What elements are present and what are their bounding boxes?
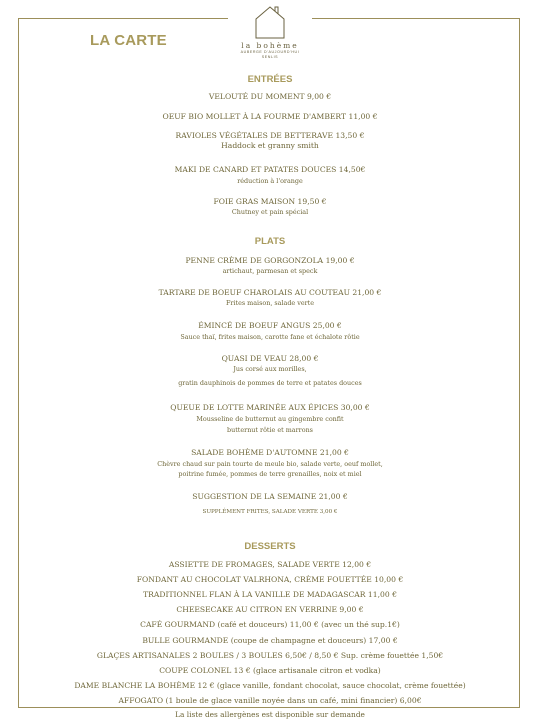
- section-title-desserts: DESSERTS: [244, 541, 296, 552]
- menu-item-description: Frites maison, salade verte: [225, 299, 315, 307]
- menu-item-supplement: SUPPLÉMENT FRITES, SALADE VERTE 3,00 €: [202, 509, 338, 515]
- allergens-note: La liste des allergènes est disponible sur demande: [0, 710, 540, 720]
- menu-item: GLAÇES ARTISANALES 2 BOULES / 3 BOULES 6,50€ / 8,50 € Sup. crème fouettée 1,50€: [96, 651, 444, 660]
- menu-item: FONDANT AU CHOCOLAT VALRHONA, CRÈME FOUETTÉE 10,00 €: [136, 575, 404, 584]
- menu-item: DAME BLANCHE LA BOHÈME 12 € (glace vanille, fondant chocolat, sauce chocolat, crème fouettée): [74, 681, 466, 690]
- menu-item: AFFOGATO (1 boule de glace vanille noyée dans un café, mini financier) 6,00€: [118, 696, 422, 705]
- section-title-entrees: ENTRÉES: [247, 74, 293, 85]
- menu-item: QUEUE DE LOTTE MARINÉE AUX ÉPICES 30,00 €: [170, 403, 370, 412]
- menu-item-description: Jus corsé aux morilles,: [233, 365, 307, 373]
- menu-item-description: artichaut, parmesan et speck: [222, 267, 318, 275]
- menu-item-description: réduction à l'orange: [237, 177, 303, 185]
- menu-item-description: gratin dauphinois de pommes de terre et patates douces: [178, 379, 362, 387]
- menu-item: SUGGESTION DE LA SEMAINE 21,00 €: [192, 492, 348, 501]
- house-icon: [253, 4, 287, 40]
- menu-item-description: Chèvre chaud sur pain tourte de meule bio, salade verte, oeuf mollet,: [157, 460, 383, 468]
- menu-item: VELOUTÉ DU MOMENT 9,00 €: [208, 92, 332, 101]
- menu-item-description: Chutney et pain spécial: [231, 208, 309, 216]
- logo: [226, 4, 314, 60]
- menu-item: OEUF BIO MOLLET À LA FOURME D'AMBERT 11,00 €: [162, 112, 378, 121]
- menu-item-description: poitrine fumée, pommes de terre grenailles, noix et miel: [178, 470, 362, 478]
- menu-item: TARTARE DE BOEUF CHAROLAIS AU COUTEAU 21,00 €: [158, 288, 382, 297]
- menu-item: MAKI DE CANARD ET PATATES DOUCES 14,50€: [174, 165, 366, 174]
- menu-item-description: Sauce thaï, frites maison, carotte fane et échalote rôtie: [180, 333, 360, 341]
- menu-item-description: butternut rôtie et marrons: [227, 426, 313, 434]
- logo-name: la bohème: [241, 41, 299, 50]
- logo-subtitle: AUBERGE D'AUJOURD'HUI: [240, 50, 300, 54]
- menu-item: CHEESECAKE AU CITRON EN VERRINE 9,00 €: [176, 605, 364, 614]
- menu-item: BULLE GOURMANDE (coupe de champagne et douceurs) 17,00 €: [142, 636, 398, 645]
- menu-item: TRADITIONNEL FLAN À LA VANILLE DE MADAGASCAR 11,00 €: [143, 590, 397, 599]
- menu-item: CAFÉ GOURMAND (café et douceurs) 11,00 € (avec un thé sup.1€): [140, 620, 400, 629]
- menu-item: SALADE BOHÈME D'AUTOMNE 21,00 €: [191, 448, 349, 457]
- menu-item: QUASI DE VEAU 28,00 €: [221, 354, 319, 363]
- menu-item: ASSIETTE DE FROMAGES, SALADE VERTE 12,00 €: [168, 560, 372, 569]
- menu-item: FOIE GRAS MAISON 19,50 €: [213, 197, 327, 206]
- menu-item: RAVIOLES VÉGÉTALES DE BETTERAVE 13,50 €: [175, 131, 365, 140]
- section-title-plats: PLATS: [254, 236, 286, 247]
- menu-item: PENNE CRÈME DE GORGONZOLA 19,00 €: [185, 256, 355, 265]
- menu-item: ÉMINCÉ DE BOEUF ANGUS 25,00 €: [198, 321, 342, 330]
- page-title: LA CARTE: [90, 32, 167, 49]
- menu-item: COUPE COLONEL 13 € (glace artisanale citron et vodka): [159, 666, 381, 675]
- menu-item-description: Mousseline de butternut au gingembre confit: [196, 415, 344, 423]
- logo-city: SENLIS: [261, 55, 279, 59]
- menu-item-description: Haddock et granny smith: [221, 141, 319, 150]
